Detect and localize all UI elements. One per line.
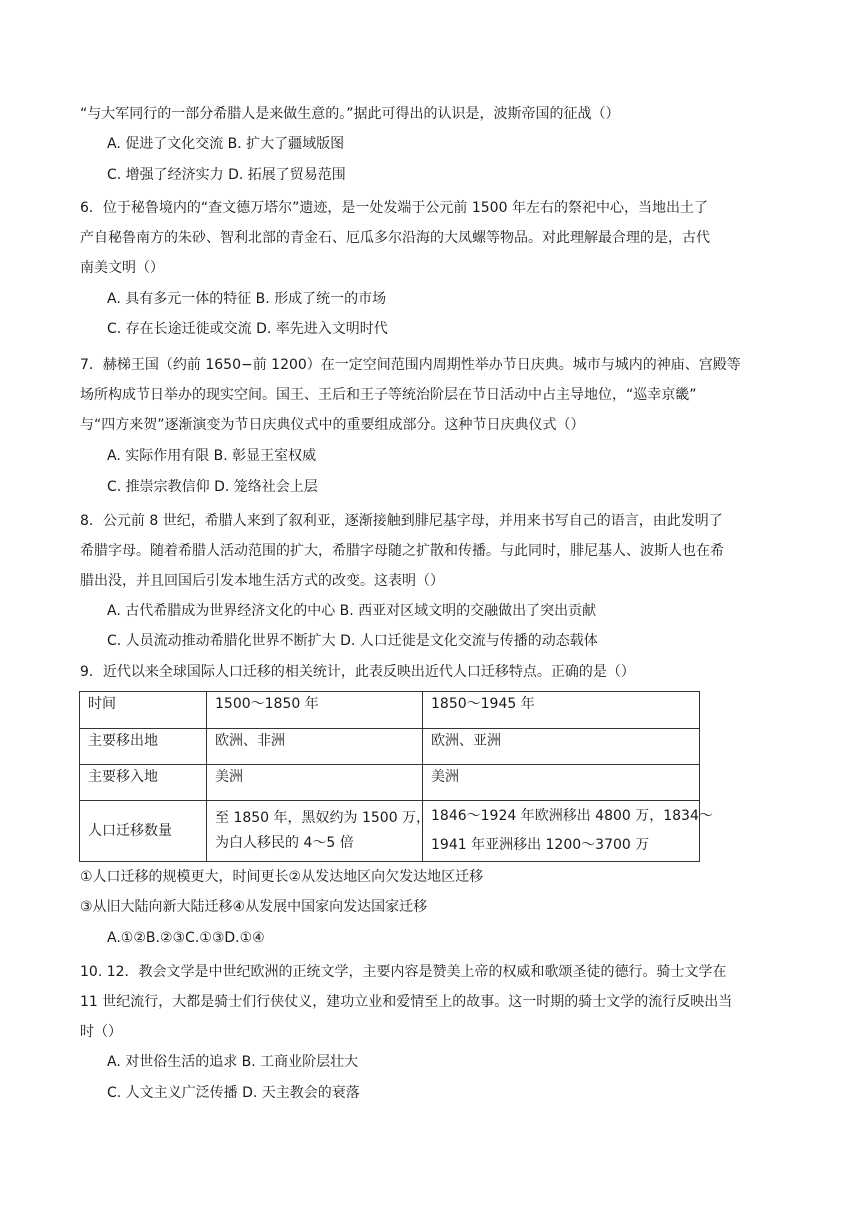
q7-stem-line-2: 场所构成节日举办的现实空间。国王、王后和王子等统治阶层在节日活动中占主导地位，“巡幸京畿” — [80, 387, 697, 403]
table-cell — [423, 801, 713, 862]
table-cell: 1500～1850 年 — [207, 692, 423, 729]
q6-stem-line-3: 南美文明（） — [80, 260, 164, 276]
table-cell: 欧洲、非洲 — [207, 729, 423, 765]
q6-stem-line-1: 6．位于秘鲁境内的“查文德万塔尔”遗迹，是一处发端于公元前 1500 年左右的祭祀中心，当地出土了 — [80, 200, 708, 216]
table-row — [80, 801, 700, 862]
table-cell-line: 1846～1924 年欧洲移出 4800 万，1834～ — [431, 808, 713, 825]
table-row-label: 主要移出地 — [80, 729, 207, 765]
q7-options-ab: A. 实际作用有限 B. 彰显王室权威 — [107, 448, 317, 464]
table-row-label: 主要移入地 — [80, 765, 207, 801]
table-cell-line: 为白人移民的 4～5 倍 — [215, 835, 354, 851]
q8-stem-line-1: 8．公元前 8 世纪，希腊人来到了叙利亚，逐渐接触到腓尼基字母，并用来书写自己的语言，由此发明了 — [80, 513, 723, 529]
table-cell — [207, 801, 431, 862]
q9-options: A.①②B.②③C.①③D.①④ — [107, 930, 265, 946]
q9-stem: 9．近代以来全球国际人口迁移的相关统计，此表反映出近代人口迁移特点。正确的是（） — [80, 664, 635, 680]
table-row — [80, 692, 700, 729]
q10-options-cd: C. 人文主义广泛传播 D. 天主教会的衰落 — [107, 1085, 360, 1101]
q8-options-cd: C. 人员流动推动希腊化世界不断扩大 D. 人口迁徙是文化交流与传播的动态载体 — [107, 633, 598, 649]
q5-options-cd: C. 增强了经济实力 D. 拓展了贸易范围 — [107, 167, 346, 183]
q5-options-ab: A. 促进了文化交流 B. 扩大了疆域版图 — [107, 136, 345, 152]
q5-stem: “与大军同行的一部分希腊人是来做生意的。”据此可得出的认识是，波斯帝国的征战（） — [80, 106, 620, 122]
q10-stem-line-3: 时（） — [80, 1024, 122, 1040]
q9-statements-line-1: ①人口迁移的规模更大，时间更长②从发达地区向欠发达地区迁移 — [80, 869, 484, 885]
table-cell-line: 1941 年亚洲移出 1200～3700 万 — [431, 837, 650, 853]
q6-options-ab: A. 具有多元一体的特征 B. 形成了统一的市场 — [107, 291, 387, 307]
q7-stem-line-3: 与“四方来贺”逐渐演变为节日庆典仪式中的重要组成部分。这种节日庆典仪式（） — [80, 417, 585, 433]
q10-stem-line-1: 10. 12．教会文学是中世纪欧洲的正统文学，主要内容是赞美上帝的权威和歌颂圣徒的德行。骑士文学在 — [80, 964, 727, 980]
q10-stem-line-2: 11 世纪流行，大都是骑士们行侠仗义，建功立业和爱情至上的故事。这一时期的骑士文学的流行反映出当 — [80, 994, 733, 1010]
q8-stem-line-2: 希腊字母。随着希腊人活动范围的扩大，希腊字母随之扩散和传播。与此同时，腓尼基人、波斯人也在希 — [80, 543, 724, 559]
table-cell: 美洲 — [207, 765, 423, 801]
table-row — [80, 765, 700, 801]
q6-stem-line-2: 产自秘鲁南方的朱砂、智利北部的青金石、厄瓜多尔沿海的大凤螺等物品。对此理解最合理的是，古代 — [80, 230, 710, 246]
q10-options-ab: A. 对世俗生活的追求 B. 工商业阶层壮大 — [107, 1054, 359, 1070]
table-cell: 美洲 — [423, 765, 700, 801]
table-row-label: 时间 — [80, 692, 207, 729]
q7-stem-line-1: 7．赫梯王国（约前 1650−前 1200）在一定空间范围内周期性举办节日庆典。城市与城内的神庙、宫殿等 — [80, 357, 741, 373]
q8-stem-line-3: 腊出没，并且回国后引发本地生活方式的改变。这表明（） — [80, 573, 444, 589]
q8-options-ab: A. 古代希腊成为世界经济文化的中心 B. 西亚对区域文明的交融做出了突出贡献 — [107, 603, 597, 619]
table-row-label: 人口迁移数量 — [80, 801, 207, 862]
q6-options-cd: C. 存在长途迁徙或交流 D. 率先进入文明时代 — [107, 321, 388, 337]
table-cell-line: 至 1850 年，黑奴约为 1500 万， — [215, 810, 431, 827]
table-row — [80, 729, 700, 765]
table-cell: 1850～1945 年 — [423, 692, 700, 729]
q7-options-cd: C. 推崇宗教信仰 D. 笼络社会上层 — [107, 479, 318, 495]
q9-statements-line-2: ③从旧大陆向新大陆迁移④从发展中国家向发达国家迁移 — [80, 899, 428, 915]
table-cell: 欧洲、亚洲 — [423, 729, 700, 765]
migration-table — [79, 691, 713, 862]
